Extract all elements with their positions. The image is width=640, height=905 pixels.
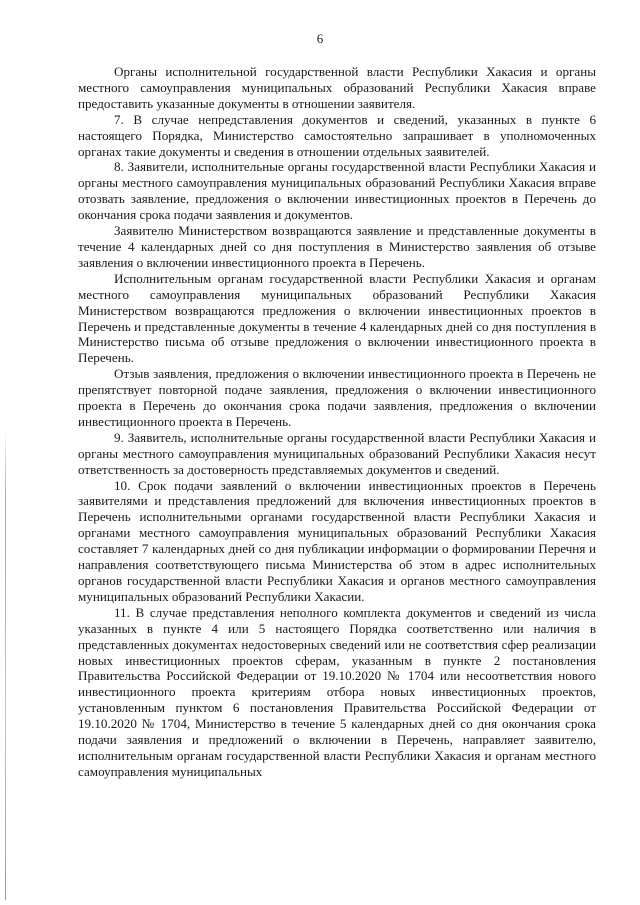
paragraph: Органы исполнительной государственной власти Республики Хакасия и органы местного самоуправления муниципальных образований Республики Хакасия вправе предоставить указанные документы в отношении заявителя. [78,64,596,111]
page-number: 6 [316,31,324,46]
paragraph-item-8: 8. Заявители, исполнительные органы государственной власти Республики Хакасия и органы местного самоуправления муниципальных образований Республики Хакасия вправе отозвать заявление, предложения о включении инвестиционных проектов в Перечень до окончания срока подачи заявления и документов. [78,159,596,223]
paragraph: Заявителю Министерством возвращаются заявление и представленные документы в течение 4 календарных дней со дня поступления в Министерство заявления об отзыве заявления о включении инвестиционного проекта в Перечень. [78,223,596,270]
paragraph-item-10: 10. Срок подачи заявлений о включении инвестиционных проектов в Перечень заявителями и представления предложений для включения инвестиционных проектов в Перечень исполнительными органами государственной власти Республики Хакасия и органами местного самоуправления муниципальных образований Республики Хакасия составляет 7 календарных дней со дня публикации информации о формировании Перечня и направления соответствующего письма Министерства об этом в адрес исполнительных органов государственной власти Республики Хакасия и органов местного самоуправления муниципальных образований Республики Хакасии. [78,477,596,604]
paragraph: Исполнительным органам государственной власти Республики Хакасия и органам местного самоуправления муниципальных образований Республики Хакасия Министерством возвращаются предложения о включении инвестиционных проектов в Перечень и представленные документы в течение 4 календарных дней со дня поступления в Министерство письма об отзыве предложения о включении инвестиционного проекта в Перечень. [78,270,596,366]
scan-edge-shadow [5,430,6,900]
paragraph-item-11: 11. В случае представления неполного комплекта документов и сведений из числа указанных в пункте 4 или 5 настоящего Порядка соответственно или наличия в представленных документах недостоверных сведений или не соответствия сфер реализации новых инвестиционных проектов сферам, указанным в пункте 2 постановления Правительства Российской Федерации от 19.10.2020 № 1704 или несоответствия нового инвестиционного проекта критериям отбора новых инвестиционных проектов, установленным пунктом 6 постановления Правительства Российской Федерации от 19.10.2020 № 1704, Министерство в течение 5 календарных дней со дня окончания срока подачи заявления и предложений о включении в Перечень, направляет заявителю, исполнительным органам государственной власти Республики Хакасия и органам местного самоуправления муниципальных [78,604,596,779]
paragraph-item-7: 7. В случае непредставления документов и сведений, указанных в пункте 6 настоящего Порядка, Министерство самостоятельно запрашивает в уполномоченных органах такие документы и сведения в отношении отдельных заявителей. [78,111,596,159]
paragraph-item-9: 9. Заявитель, исполнительные органы государственной власти Республики Хакасия и органы местного самоуправления муниципальных образований Республики Хакасия несут ответственность за достоверность представляемых документов и сведений. [78,429,596,477]
document-body [78,64,596,780]
paragraph: Отзыв заявления, предложения о включении инвестиционного проекта в Перечень не препятствует повторной подаче заявления, предложения о включении инвестиционного проекта в Перечень до окончания срока подачи заявления, предложения о включении инвестиционного проекта в Перечень. [78,366,596,429]
